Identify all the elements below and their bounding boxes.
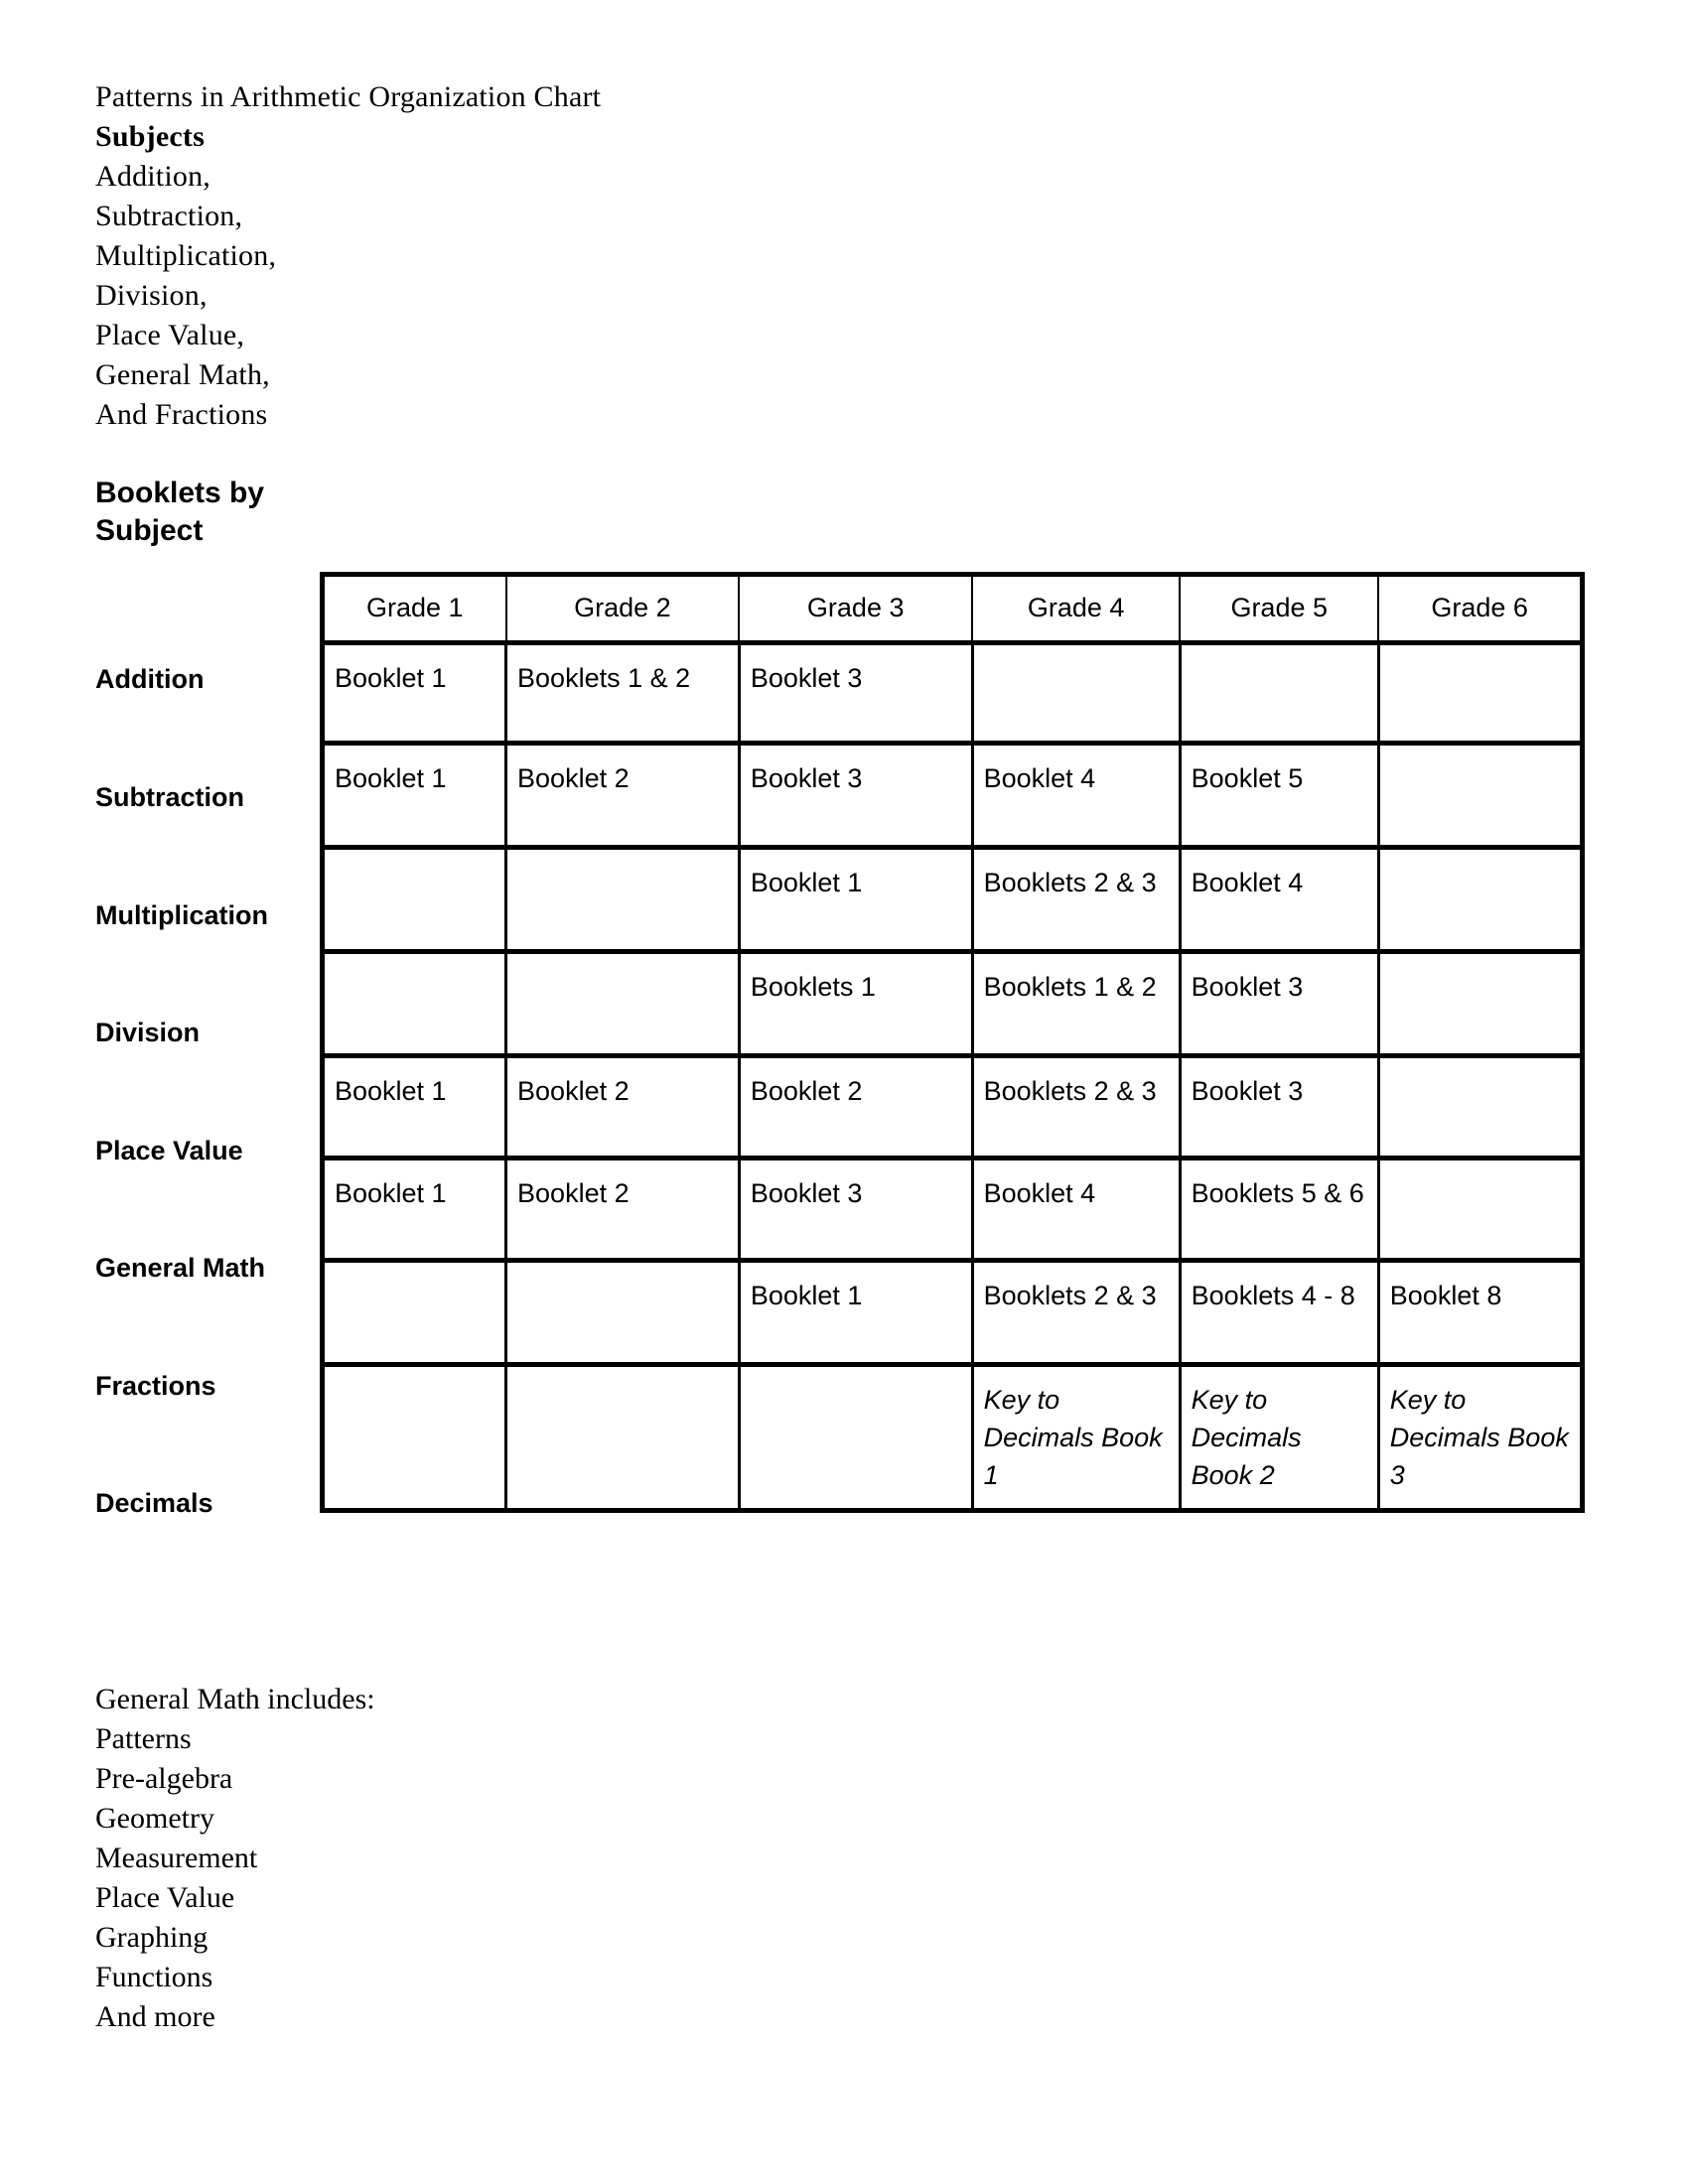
cell-division-grade-4: Booklets 1 & 2 <box>972 952 1180 1056</box>
column-header-grade-1: Grade 1 <box>323 575 506 643</box>
cell-multiplication-grade-2 <box>506 848 740 952</box>
subject-item-multiplication: Multiplication, <box>95 239 277 272</box>
cell-place-value-grade-2: Booklet 2 <box>506 1056 740 1159</box>
row-label-division: Division <box>95 1018 201 1047</box>
intro-block <box>95 77 790 435</box>
general-math-item-graphing: Graphing <box>95 1921 209 1954</box>
cell-division-grade-1 <box>323 952 506 1056</box>
cell-decimals-grade-3 <box>739 1365 972 1511</box>
cell-decimals-grade-1 <box>323 1365 506 1511</box>
row-label-place-value: Place Value <box>95 1136 243 1165</box>
subject-item-division: Division, <box>95 279 208 312</box>
column-header-grade-5: Grade 5 <box>1180 575 1378 643</box>
table-row <box>323 952 1583 1056</box>
column-header-grade-2: Grade 2 <box>506 575 740 643</box>
cell-subtraction-grade-6 <box>1378 744 1582 848</box>
cell-multiplication-grade-6 <box>1378 848 1582 952</box>
row-label-subtraction: Subtraction <box>95 782 245 812</box>
column-header-grade-6: Grade 6 <box>1378 575 1582 643</box>
subjects-heading: Subjects <box>95 120 205 153</box>
cell-general-math-grade-1: Booklet 1 <box>323 1159 506 1261</box>
booklets-heading-line-1: Booklets by <box>95 477 265 509</box>
cell-division-grade-6 <box>1378 952 1582 1056</box>
general-math-item-measurement: Measurement <box>95 1842 258 1874</box>
table-row <box>323 848 1583 952</box>
cell-place-value-grade-6 <box>1378 1056 1582 1159</box>
booklets-by-subject-table <box>320 572 1585 1513</box>
cell-general-math-grade-2: Booklet 2 <box>506 1159 740 1261</box>
row-label-multiplication: Multiplication <box>95 900 268 930</box>
cell-multiplication-grade-3: Booklet 1 <box>739 848 972 952</box>
general-math-item-functions: Functions <box>95 1961 213 1993</box>
cell-decimals-grade-6: Key to Decimals Book 3 <box>1378 1365 1582 1511</box>
cell-general-math-grade-3: Booklet 3 <box>739 1159 972 1261</box>
row-label-addition: Addition <box>95 664 205 694</box>
cell-decimals-grade-4: Key to Decimals Book 1 <box>972 1365 1180 1511</box>
general-math-item-and-more: And more <box>95 2000 215 2033</box>
cell-division-grade-2 <box>506 952 740 1056</box>
cell-addition-grade-2: Booklets 1 & 2 <box>506 643 740 744</box>
cell-general-math-grade-6 <box>1378 1159 1582 1261</box>
cell-fractions-grade-6: Booklet 8 <box>1378 1261 1582 1365</box>
cell-general-math-grade-5: Booklets 5 & 6 <box>1180 1159 1378 1261</box>
cell-addition-grade-6 <box>1378 643 1582 744</box>
cell-subtraction-grade-4: Booklet 4 <box>972 744 1180 848</box>
cell-fractions-grade-1 <box>323 1261 506 1365</box>
cell-place-value-grade-1: Booklet 1 <box>323 1056 506 1159</box>
cell-fractions-grade-2 <box>506 1261 740 1365</box>
table-row <box>323 1056 1583 1159</box>
table-header-row <box>323 575 1583 643</box>
booklets-by-subject-heading <box>95 475 334 550</box>
cell-decimals-grade-5: Key to Decimals Book 2 <box>1180 1365 1378 1511</box>
row-label-fractions: Fractions <box>95 1371 216 1401</box>
booklets-heading-line-2: Subject <box>95 514 204 547</box>
row-label-general-math: General Math <box>95 1253 266 1283</box>
cell-place-value-grade-4: Booklets 2 & 3 <box>972 1056 1180 1159</box>
row-label-decimals: Decimals <box>95 1488 213 1518</box>
cell-addition-grade-4 <box>972 643 1180 744</box>
cell-division-grade-3: Booklets 1 <box>739 952 972 1056</box>
subject-item-fractions: And Fractions <box>95 398 268 431</box>
cell-place-value-grade-5: Booklet 3 <box>1180 1056 1378 1159</box>
cell-multiplication-grade-1 <box>323 848 506 952</box>
general-math-includes-block <box>95 1680 691 2037</box>
general-math-item-patterns: Patterns <box>95 1722 192 1755</box>
cell-subtraction-grade-3: Booklet 3 <box>739 744 972 848</box>
cell-multiplication-grade-5: Booklet 4 <box>1180 848 1378 952</box>
general-math-includes-heading: General Math includes: <box>95 1683 375 1715</box>
cell-subtraction-grade-2: Booklet 2 <box>506 744 740 848</box>
general-math-item-geometry: Geometry <box>95 1802 214 1835</box>
cell-multiplication-grade-4: Booklets 2 & 3 <box>972 848 1180 952</box>
table-row <box>323 1159 1583 1261</box>
page-title: Patterns in Arithmetic Organization Chart <box>95 80 602 113</box>
cell-fractions-grade-4: Booklets 2 & 3 <box>972 1261 1180 1365</box>
column-header-grade-3: Grade 3 <box>739 575 972 643</box>
table-row <box>323 643 1583 744</box>
cell-addition-grade-3: Booklet 3 <box>739 643 972 744</box>
cell-subtraction-grade-5: Booklet 5 <box>1180 744 1378 848</box>
cell-addition-grade-5 <box>1180 643 1378 744</box>
general-math-item-place-value: Place Value <box>95 1881 235 1914</box>
subject-item-general-math: General Math, <box>95 358 270 391</box>
subject-item-addition: Addition, <box>95 160 211 193</box>
subject-item-subtraction: Subtraction, <box>95 200 243 232</box>
cell-fractions-grade-3: Booklet 1 <box>739 1261 972 1365</box>
cell-addition-grade-1: Booklet 1 <box>323 643 506 744</box>
table-row <box>323 1365 1583 1511</box>
column-header-grade-4: Grade 4 <box>972 575 1180 643</box>
subject-item-place-value: Place Value, <box>95 319 245 351</box>
cell-general-math-grade-4: Booklet 4 <box>972 1159 1180 1261</box>
cell-place-value-grade-3: Booklet 2 <box>739 1056 972 1159</box>
table-row <box>323 744 1583 848</box>
cell-fractions-grade-5: Booklets 4 - 8 <box>1180 1261 1378 1365</box>
general-math-item-pre-algebra: Pre-algebra <box>95 1762 233 1795</box>
cell-division-grade-5: Booklet 3 <box>1180 952 1378 1056</box>
table-row <box>323 1261 1583 1365</box>
cell-subtraction-grade-1: Booklet 1 <box>323 744 506 848</box>
cell-decimals-grade-2 <box>506 1365 740 1511</box>
